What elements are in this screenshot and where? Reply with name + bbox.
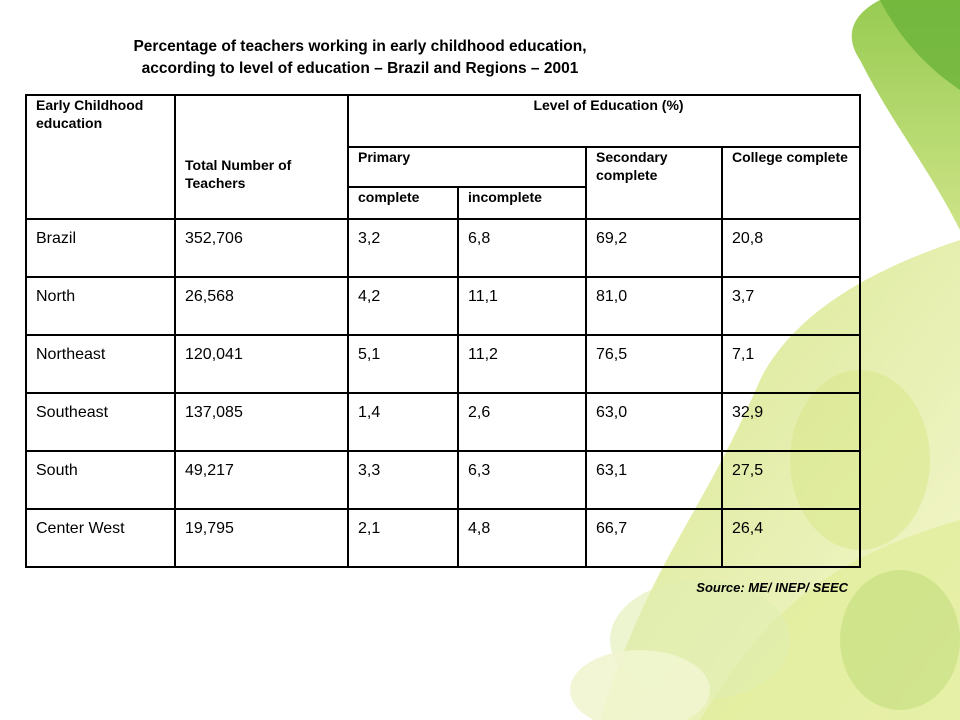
cell-primary-complete: 4,2 [348,277,458,335]
table-row [26,277,860,335]
table-title [40,36,680,80]
source-note: Source: ME/ INEP/ SEEC [696,580,848,595]
cell-secondary: 81,0 [586,277,722,335]
header-primary-complete: complete [348,187,458,219]
cell-college: 27,5 [722,451,860,509]
cell-primary-incomplete: 11,2 [458,335,586,393]
cell-secondary: 76,5 [586,335,722,393]
education-table [25,94,861,568]
cell-primary-complete: 5,1 [348,335,458,393]
cell-college: 7,1 [722,335,860,393]
cell-primary-incomplete: 6,8 [458,219,586,277]
cell-primary-complete: 1,4 [348,393,458,451]
table-row [26,451,860,509]
table-row [26,219,860,277]
cell-primary-incomplete: 2,6 [458,393,586,451]
header-total-teachers [175,95,348,219]
header-total-label: Total Number of Teachers [185,157,292,191]
cell-total: 352,706 [175,219,348,277]
cell-secondary: 69,2 [586,219,722,277]
header-secondary: Secondary complete [586,147,722,219]
cell-region: Northeast [26,335,175,393]
cell-primary-complete: 3,3 [348,451,458,509]
cell-college: 32,9 [722,393,860,451]
cell-college: 20,8 [722,219,860,277]
cell-primary-complete: 2,1 [348,509,458,567]
cell-region: Center West [26,509,175,567]
header-early-childhood: Early Childhood education [26,95,175,219]
header-college: College complete [722,147,860,219]
cell-secondary: 66,7 [586,509,722,567]
header-primary-incomplete: incomplete [458,187,586,219]
cell-total: 137,085 [175,393,348,451]
cell-primary-complete: 3,2 [348,219,458,277]
cell-primary-incomplete: 6,3 [458,451,586,509]
cell-total: 120,041 [175,335,348,393]
table-row [26,393,860,451]
cell-region: Brazil [26,219,175,277]
cell-total: 49,217 [175,451,348,509]
header-primary: Primary [348,147,586,187]
table-title-line2: according to level of education – Brazil and Regions – 2001 [141,60,579,77]
cell-total: 26,568 [175,277,348,335]
cell-college: 26,4 [722,509,860,567]
header-level-education: Level of Education (%) [348,95,860,147]
cell-primary-incomplete: 4,8 [458,509,586,567]
cell-primary-incomplete: 11,1 [458,277,586,335]
table-row [26,335,860,393]
cell-college: 3,7 [722,277,860,335]
table-title-line1: Percentage of teachers working in early childhood education, [133,38,587,55]
cell-secondary: 63,0 [586,393,722,451]
cell-secondary: 63,1 [586,451,722,509]
cell-region: Southeast [26,393,175,451]
table-row [26,509,860,567]
cell-region: North [26,277,175,335]
cell-total: 19,795 [175,509,348,567]
cell-region: South [26,451,175,509]
